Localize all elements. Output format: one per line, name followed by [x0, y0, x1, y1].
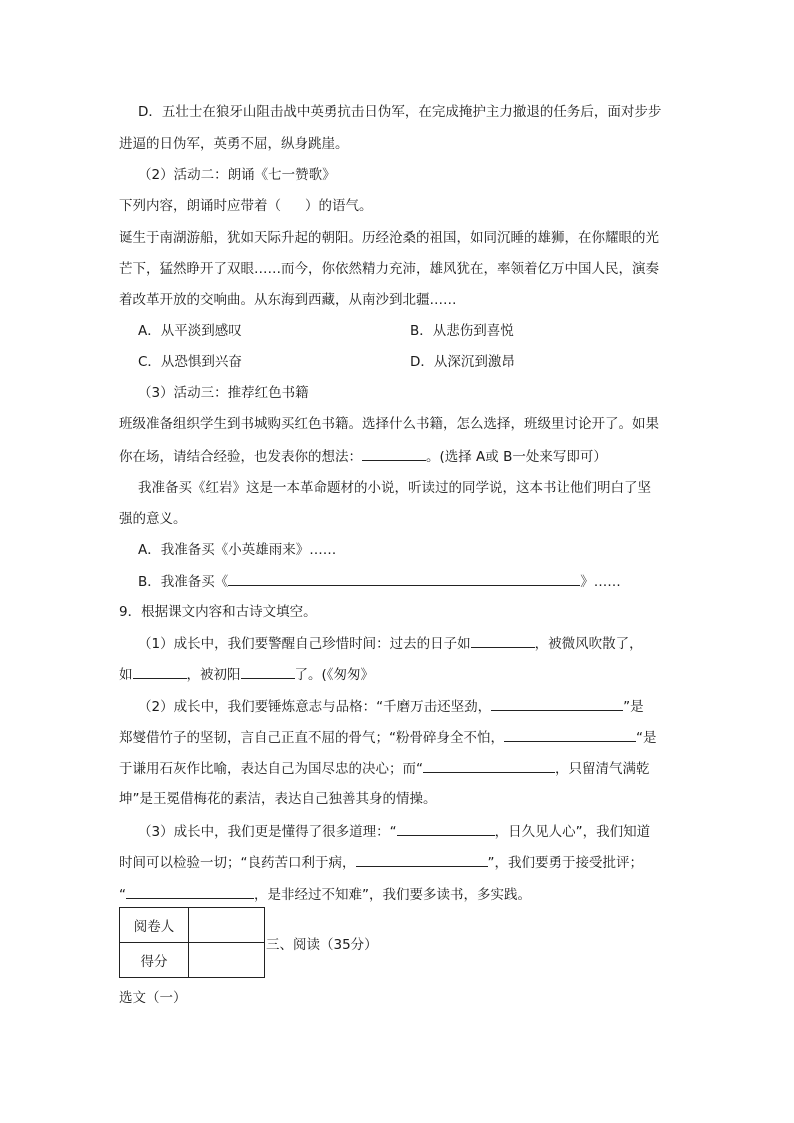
- text: ”，我们要勇于接受批评；: [487, 855, 643, 871]
- text: “: [119, 887, 126, 903]
- activity3-prompt: [119, 446, 607, 467]
- text: 了。(《匆匆》: [294, 667, 375, 683]
- answer-blank[interactable]: [241, 664, 295, 679]
- example-line: 我准备买《红岩》这是一本革命题材的小说，听读过的同学说，这本书让他们明白了坚: [138, 480, 651, 496]
- text: （1）成长中，我们要警醒自己珍惜时间：过去的日子如: [138, 636, 471, 652]
- q8-option-d-line2: 进逼的日伪军，英勇不屈，纵身跳崖。: [119, 136, 349, 152]
- text: 如: [119, 667, 133, 683]
- passage-line: 着改革开放的交响曲。从东海到西藏，从南沙到北疆……: [119, 292, 457, 308]
- text: 郑燮借竹子的坚韧，言自己正直不屈的骨气；“粉骨碎身全不怕，: [119, 730, 504, 746]
- q8-activity3-title: （3）活动三：推荐红色书籍: [138, 385, 309, 401]
- activity3-text: 班级准备组织学生到书城购买红色书籍。选择什么书籍，怎么选择，班级里讨论开了。如果: [119, 416, 659, 432]
- question-text-a: 下列内容，朗诵时应带着（: [119, 198, 281, 214]
- choice-b: [138, 571, 621, 592]
- score-cell[interactable]: [189, 943, 265, 978]
- answer-blank[interactable]: [471, 633, 535, 648]
- answer-blank[interactable]: [356, 852, 488, 867]
- text: ”是: [623, 699, 644, 715]
- option-c[interactable]: C．从恐惧到兴奋: [138, 354, 242, 370]
- choice-b-prefix: B．我准备买《: [138, 574, 229, 590]
- option-d[interactable]: D．从深沉到激昂: [410, 354, 515, 370]
- text: 时间可以检验一切；“良药苦口利于病，: [119, 855, 356, 871]
- book-title-blank[interactable]: [228, 571, 580, 586]
- prompt-suffix: 。(选择 A或 B一处来写即可）: [426, 449, 607, 465]
- choice-b-suffix: 》……: [580, 574, 621, 590]
- q9-part2-line4: 坤”是王冕借梅花的素洁，表达自己独善其身的情操。: [119, 791, 437, 807]
- text: ，是非经过不知难”，我们要多读书，多实践。: [254, 887, 531, 903]
- q9-part2-line1: [138, 696, 644, 717]
- answer-blank[interactable]: [126, 884, 254, 899]
- score-label: 得分: [120, 943, 189, 978]
- q8-option-d-line1: D．五壮士在狼牙山阻击战中英勇抗击日伪军，在完成掩护主力撤退的任务后，面对步步: [138, 104, 662, 120]
- score-table: [119, 907, 265, 978]
- text: “是: [636, 730, 657, 746]
- reviewer-label: 阅卷人: [120, 908, 189, 943]
- text: ，只留清气满乾: [555, 761, 650, 777]
- passage-line: 诞生于南湖游船，犹如天际升起的朝阳。历经沧桑的祖国，如同沉睡的雄狮，在你耀眼的光: [119, 230, 659, 246]
- q9-part3-line1: [138, 821, 650, 842]
- q9-part2-line2: [119, 727, 657, 748]
- answer-blank[interactable]: [362, 446, 426, 461]
- option-a[interactable]: A．从平淡到感叹: [138, 323, 242, 339]
- excerpt-title: 选文（一）: [119, 990, 187, 1006]
- text: ，被初阳: [186, 667, 241, 683]
- q9-part3-line3: [119, 884, 531, 905]
- q9-part2-line3: [119, 758, 650, 779]
- answer-blank[interactable]: [504, 727, 636, 742]
- passage-line: 芒下，猛然睁开了双眼……而今，你依然精力充沛，雄风犹在，率领着亿万中国人民，演奏: [119, 261, 659, 277]
- section-3-title: 三、阅读（35分）: [266, 937, 378, 953]
- question-text-b: ）的语气。: [305, 198, 373, 214]
- prompt-text: 你在场，请结合经验，也发表你的想法：: [119, 449, 362, 465]
- text: ，被微风吹散了，: [534, 636, 643, 652]
- text: ，日久见人心”，我们知道: [494, 824, 651, 840]
- choice-a: A．我准备买《小英雄雨来》……: [138, 542, 337, 558]
- text: （3）成长中，我们更是懂得了很多道理：“: [138, 824, 397, 840]
- q9-part1-line2: [119, 664, 374, 685]
- answer-blank[interactable]: [423, 758, 555, 773]
- answer-blank[interactable]: [133, 664, 187, 679]
- text: 于谦用石灰作比喻，表达自己为国尽忠的决心；而“: [119, 761, 423, 777]
- answer-blank[interactable]: [397, 821, 495, 836]
- q9-title: 9．根据课文内容和古诗文填空。: [119, 604, 317, 620]
- q8-activity2-question: [119, 196, 373, 216]
- text: （2）成长中，我们要锤炼意志与品格：“千磨万击还坚劲，: [138, 699, 492, 715]
- example-line: 强的意义。: [119, 511, 187, 527]
- reviewer-cell[interactable]: [189, 908, 265, 943]
- q9-part3-line2: [119, 852, 643, 873]
- answer-blank[interactable]: [491, 696, 623, 711]
- q9-part1-line1: [138, 633, 643, 654]
- option-b[interactable]: B．从悲伤到喜悦: [410, 323, 514, 339]
- q8-activity2-title: （2）活动二：朗诵《七一赞歌》: [138, 167, 336, 183]
